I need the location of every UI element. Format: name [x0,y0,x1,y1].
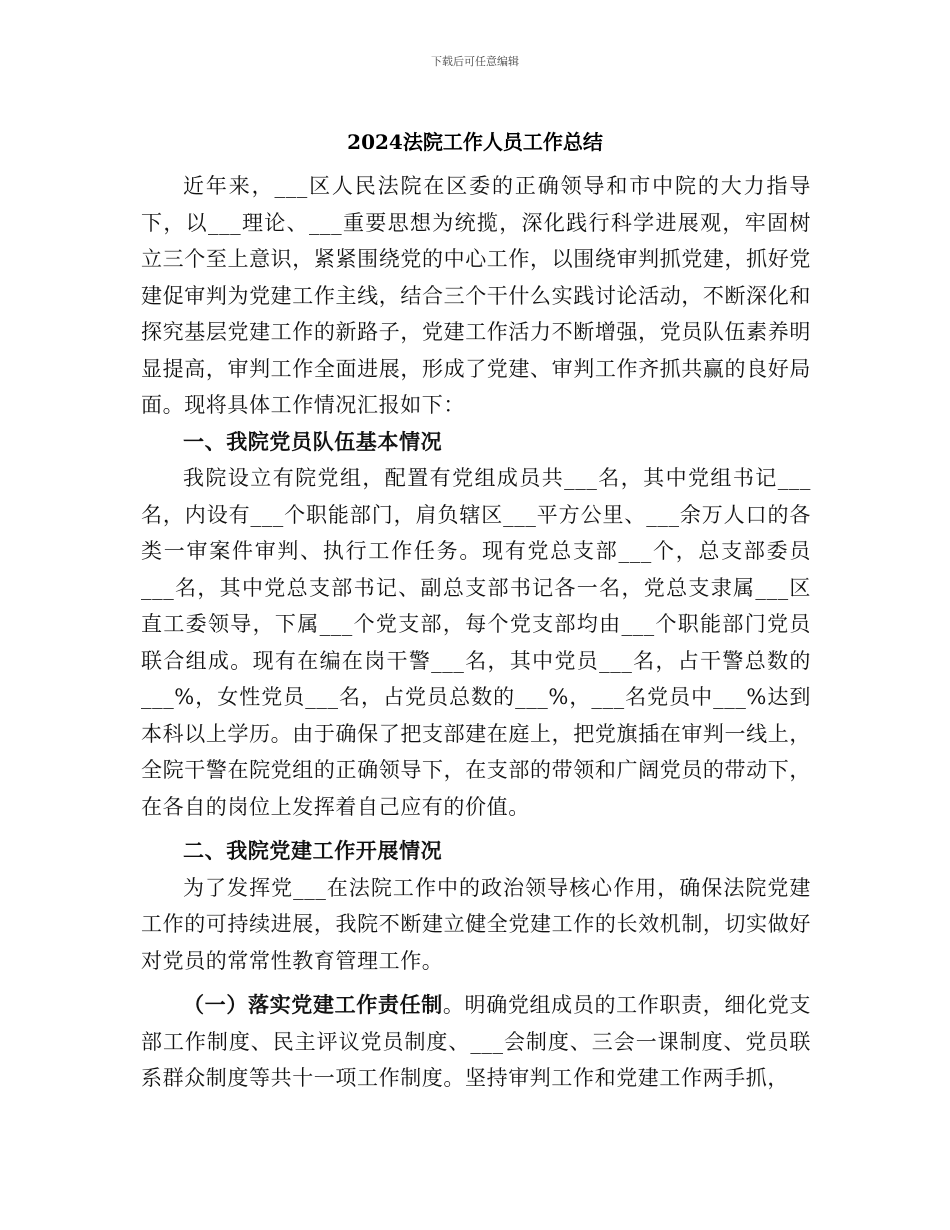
spacer [141,979,811,987]
section-heading-2: 二、我院党建工作开展情况 [183,838,443,863]
document-body [141,168,811,1097]
section-heading-1: 一、我院党员队伍基本情况 [183,428,443,454]
document-title: 2024法院工作人员工作总结 [347,130,603,154]
spacer [141,825,811,833]
subsection-1-paragraph [141,987,811,1097]
intro-paragraph: 近年来，___区人民法院在区委的正确领导和市中院的大力指导下，以___理论、___重要思想为统揽，深化践行科学进展观，牢固树立三个至上意识，紧紧围绕党的中心工作，以围绕审判抓党建，抓好党建促审判为党建工作主线，结合三个干什么实践讨论活动，不断深化和探究基层党建工作的新路子，党建工作活力不断增强，党员队伍素养明显提高，审判工作全面进展，形成了党建、审判工作齐抓共赢的良好局面。现将具体工作情况汇报如下： [141,174,811,417]
subsection-1-lead: （一）落实党建工作责任制 [183,992,443,1017]
header-note: 下载后可任意编辑 [431,55,519,68]
section-1-paragraph: 我院设立有院党组，配置有党组成员共___名，其中党组书记___名，内设有___个职能部门，肩负辖区___平方公里、___余万人口的各类一审案件审判、执行工作任务。现有党总支部___个，总支部委员___名，其中党总支部书记、副总支部书记各一名，党总支隶属___区直工委领导，下属___个党支部，每个党支部均由___个职能部门党员联合组成。现有在编在岗干警___名，其中党员___名，占干警总数的___%，女性党员___名，占党员总数的___%，___名党员中___%达到本科以上学历。由于确保了把支部建在庭上，把党旗插在审判一线上，全院干警在院党组的正确领导下，在支部的带领和广阔党员的带动下，在各自的岗位上发挥着自己应有的价值。 [141,466,811,819]
subsection-1-text: 。明确党组成员的工作职责，细化党支部工作制度、民主评议党员制度、___会制度、三会一课制度、党员联系群众制度等共十一项工作制度。坚持审判工作和党建工作两手抓， [141,993,811,1090]
section-2-paragraph: 为了发挥党___在法院工作中的政治领导核心作用，确保法院党建工作的可持续进展，我院不断建立健全党建工作的长效机制，切实做好对党员的常常性教育管理工作。 [141,875,811,973]
